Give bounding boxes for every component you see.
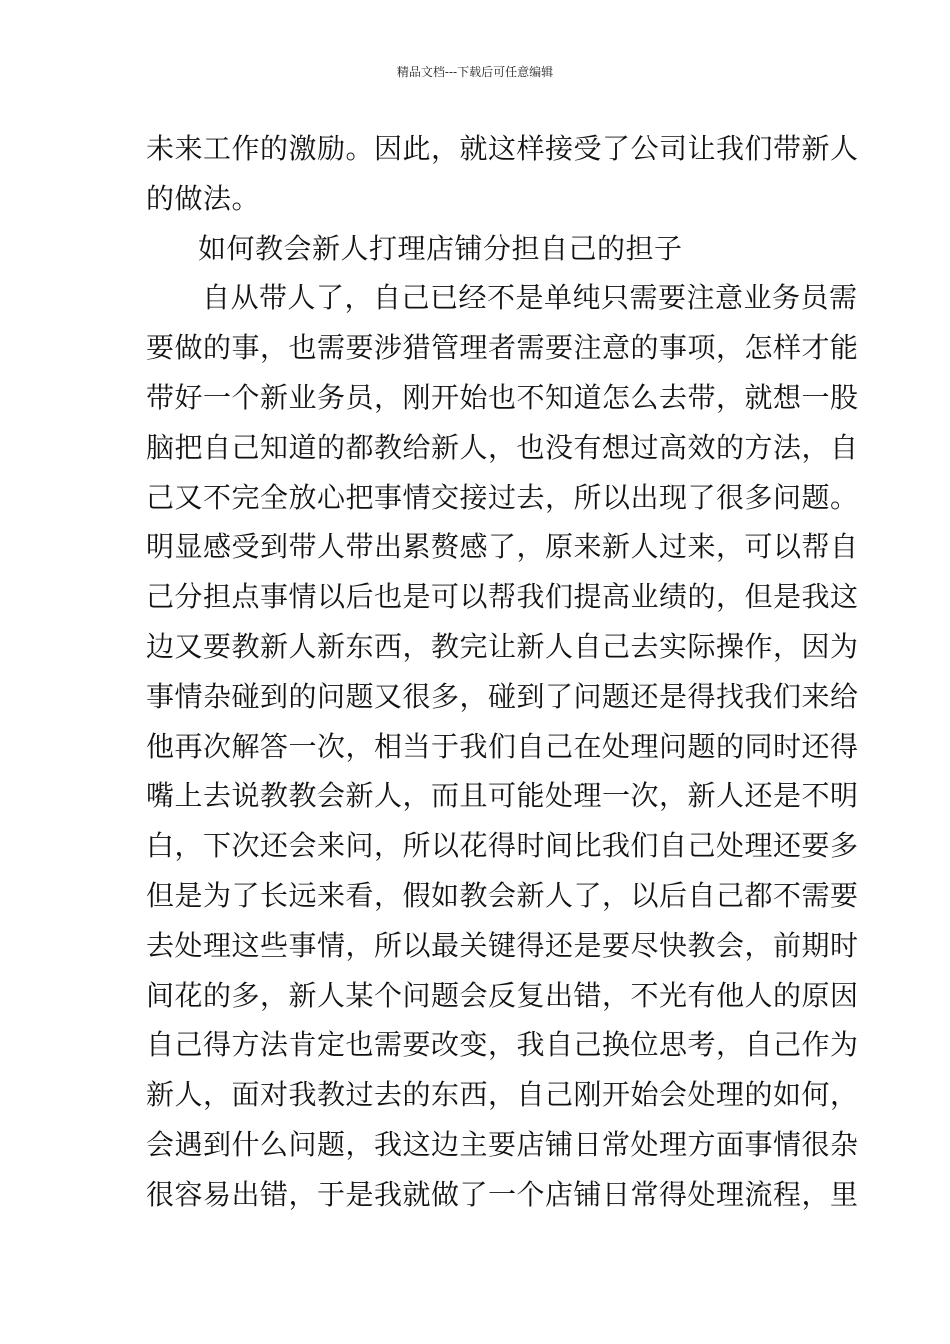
- paragraph-line: 会遇到什么问题，我这边主要店铺日常处理方面事情很杂: [146, 1127, 859, 1161]
- paragraph-line: 要做的事，也需要涉猎管理者需要注意的事项，怎样才能: [146, 331, 859, 365]
- paragraph-line: 但是为了长远来看，假如教会新人了，以后自己都不需要: [146, 878, 859, 912]
- paragraph-line: 自从带人了，自己已经不是单纯只需要注意业务员需: [202, 281, 858, 315]
- paragraph-line: 事情杂碰到的问题又很多，碰到了问题还是得找我们来给: [146, 679, 859, 713]
- paragraph-line: 间花的多，新人某个问题会反复出错，不光有他人的原因: [146, 978, 859, 1012]
- paragraph-line: 脑把自己知道的都教给新人，也没有想过高效的方法，自: [146, 430, 859, 464]
- paragraph-line: 他再次解答一次，相当于我们自己在处理问题的同时还得: [146, 729, 859, 763]
- paragraph-line: 白，下次还会来问，所以花得时间比我们自己处理还要多: [146, 829, 859, 863]
- paragraph-line: 未来工作的激励。因此，就这样接受了公司让我们带新人: [146, 132, 859, 165]
- body-text: [146, 124, 859, 1220]
- paragraph-line: 新人，面对我教过去的东西，自己刚开始会处理的如何，: [146, 1078, 859, 1112]
- paragraph-line: 的做法。: [146, 181, 261, 215]
- paragraph-line: 边又要教新人新东西，教完让新人自己去实际操作，因为: [146, 629, 859, 663]
- paragraph-line: 嘴上去说教教会新人，而且可能处理一次，新人还是不明: [146, 779, 859, 813]
- paragraph-line: 己又不完全放心把事情交接过去，所以出现了很多问题。: [146, 480, 859, 514]
- paragraph-line: 明显感受到带人带出累赘感了，原来新人过来，可以帮自: [146, 530, 859, 564]
- paragraph-line: 很容易出错，于是我就做了一个店铺日常得处理流程，里: [146, 1177, 859, 1211]
- paragraph-line: 自己得方法肯定也需要改变，我自己换位思考，自己作为: [146, 1028, 859, 1062]
- paragraph-line: 己分担点事情以后也是可以帮我们提高业绩的，但是我这: [146, 580, 859, 614]
- page-header: 精品文档---下载后可任意编辑: [396, 65, 554, 79]
- section-heading: 如何教会新人打理店铺分担自己的担子: [198, 231, 683, 265]
- paragraph-line: 去处理这些事情，所以最关键得还是要尽快教会，前期时: [146, 928, 859, 962]
- paragraph-line: 带好一个新业务员，刚开始也不知道怎么去带，就想一股: [146, 380, 859, 414]
